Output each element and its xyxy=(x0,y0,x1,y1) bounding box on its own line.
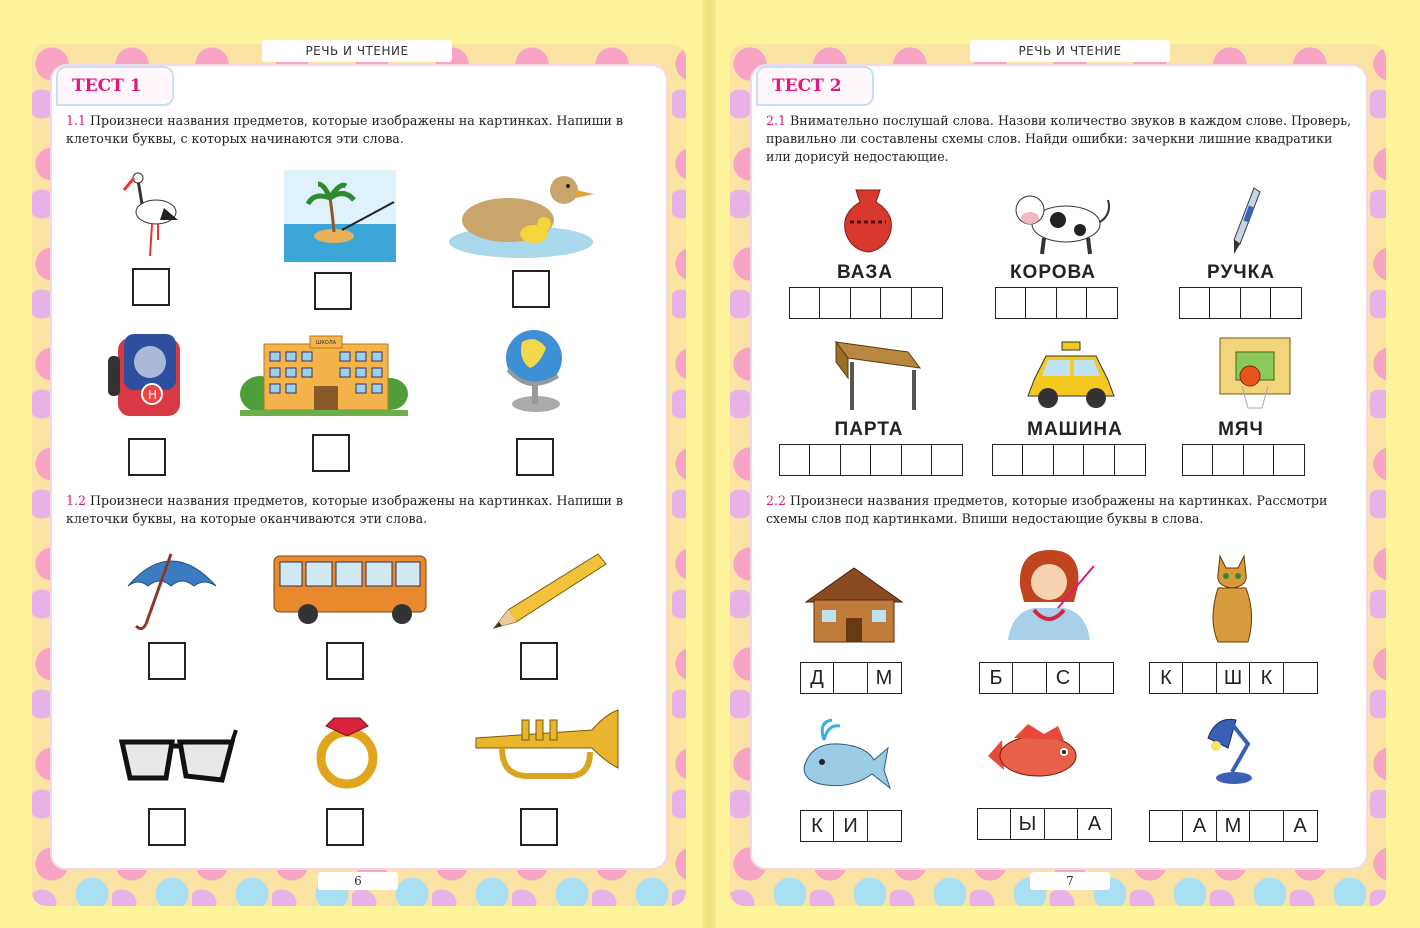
scheme-cell[interactable] xyxy=(1179,287,1211,319)
scheme-cell[interactable] xyxy=(867,810,902,842)
scheme-cell[interactable] xyxy=(833,662,868,694)
scheme-cell[interactable] xyxy=(1114,444,1146,476)
scheme-cell[interactable] xyxy=(1053,444,1085,476)
scheme-cell[interactable] xyxy=(977,808,1012,840)
scheme-cell[interactable] xyxy=(1022,444,1054,476)
scheme-cell[interactable]: Б xyxy=(979,662,1014,694)
scheme-cell[interactable] xyxy=(1243,444,1275,476)
scheme-cell[interactable]: К xyxy=(1149,662,1184,694)
answer-box-stork[interactable] xyxy=(132,268,170,306)
left-running-header: РЕЧЬ И ЧТЕНИЕ xyxy=(262,40,452,62)
word-vaza: ВАЗА xyxy=(836,262,894,283)
globe-picture xyxy=(500,324,570,416)
fish-picture xyxy=(984,720,1084,790)
left-page-number: 6 xyxy=(318,872,398,890)
answer-box-globe[interactable] xyxy=(516,438,554,476)
task-1-1-instruction xyxy=(66,112,656,148)
glasses-picture xyxy=(116,728,238,784)
scheme-cell[interactable] xyxy=(1044,808,1079,840)
lamp-picture xyxy=(1202,714,1272,788)
taxi-picture xyxy=(1026,340,1116,410)
scheme-cell[interactable] xyxy=(809,444,841,476)
desk-picture xyxy=(830,338,924,414)
scheme-vaza[interactable] xyxy=(790,287,943,319)
scheme-cell[interactable] xyxy=(931,444,963,476)
scheme-cell[interactable]: К xyxy=(800,810,835,842)
task-1-1-number: 1.1 xyxy=(66,113,87,128)
scheme-cell[interactable] xyxy=(1182,662,1217,694)
scheme-cell[interactable]: Ы xyxy=(1010,808,1045,840)
pen-picture xyxy=(1228,186,1264,256)
scheme-cell[interactable]: А xyxy=(1283,810,1318,842)
basketball-picture xyxy=(1218,336,1292,412)
pencil-picture xyxy=(490,548,610,632)
scheme-cell[interactable] xyxy=(1273,444,1305,476)
scheme-cell[interactable] xyxy=(992,444,1024,476)
ring-picture xyxy=(314,704,380,790)
task-2-2-number: 2.2 xyxy=(766,493,787,508)
task-1-1-text: Произнеси названия предметов, которые изображены на картинках. Напиши в клеточки буквы, с которых начинаются эти слова. xyxy=(66,113,623,146)
word-ruchka: РУЧКА xyxy=(1207,262,1275,283)
scheme-cell[interactable] xyxy=(880,287,912,319)
cat-picture xyxy=(1208,550,1258,644)
answer-box-school[interactable] xyxy=(312,434,350,472)
scheme-cell[interactable]: Ш xyxy=(1216,662,1251,694)
scheme-korova[interactable] xyxy=(996,287,1118,319)
scheme-cell[interactable] xyxy=(840,444,872,476)
duck-picture xyxy=(446,168,596,264)
scheme-cell[interactable] xyxy=(1209,287,1241,319)
answer-box-umbrella[interactable] xyxy=(148,642,186,680)
scheme-cell[interactable]: М xyxy=(1216,810,1251,842)
scheme-cell[interactable] xyxy=(1079,662,1114,694)
answer-box-backpack[interactable] xyxy=(128,438,166,476)
scheme-cell[interactable]: Д xyxy=(800,662,835,694)
scheme-cell[interactable] xyxy=(995,287,1027,319)
stork-picture xyxy=(120,168,184,260)
scheme-cell[interactable]: С xyxy=(1046,662,1081,694)
scheme-cell[interactable] xyxy=(779,444,811,476)
scheme-cell[interactable] xyxy=(911,287,943,319)
answer-box-glasses[interactable] xyxy=(148,808,186,846)
task-2-1-text: Внимательно послушай слова. Назови количество звуков в каждом слове. Проверь, правильно ли составлены схемы слов. Найди ошибки: зачеркни лишние квадратики или дорисуй недостающие. xyxy=(766,113,1352,164)
scheme-ruchka[interactable] xyxy=(1180,287,1302,319)
trumpet-picture xyxy=(472,708,622,784)
backpack-picture xyxy=(104,326,188,418)
scheme-mashina[interactable] xyxy=(993,444,1146,476)
scheme-cell[interactable] xyxy=(819,287,851,319)
word-myach: МЯЧ xyxy=(1218,419,1264,440)
umbrella-picture xyxy=(124,546,218,632)
scheme-cell[interactable]: И xyxy=(833,810,868,842)
task-1-2-instruction xyxy=(66,492,656,528)
scheme-parta[interactable] xyxy=(780,444,963,476)
scheme-ryba[interactable] xyxy=(978,808,1112,840)
scheme-cell[interactable] xyxy=(1149,810,1184,842)
bus-picture xyxy=(270,550,430,630)
school-sign: ШКОЛА xyxy=(315,340,337,346)
scheme-cell[interactable] xyxy=(1012,662,1047,694)
task-1-2-number: 1.2 xyxy=(66,493,87,508)
scheme-cell[interactable] xyxy=(1056,287,1088,319)
scheme-cell[interactable] xyxy=(1086,287,1118,319)
scheme-cell[interactable]: М xyxy=(867,662,902,694)
scheme-kit[interactable] xyxy=(801,810,902,842)
scheme-myach[interactable] xyxy=(1183,444,1305,476)
scheme-cell[interactable]: А xyxy=(1077,808,1112,840)
scheme-koshka[interactable] xyxy=(1150,662,1318,694)
task-1-2-text: Произнеси названия предметов, которые изображены на картинках. Напиши в клеточки буквы, на которые оканчиваются эти слова. xyxy=(66,493,623,526)
scheme-busy[interactable] xyxy=(980,662,1114,694)
right-running-header: РЕЧЬ И ЧТЕНИЕ xyxy=(970,40,1170,62)
book-gutter xyxy=(702,0,716,928)
island-picture xyxy=(284,170,396,262)
scheme-cell[interactable] xyxy=(870,444,902,476)
vase-picture xyxy=(838,188,898,254)
cow-picture xyxy=(1008,184,1114,258)
scheme-cell[interactable] xyxy=(1182,444,1214,476)
answer-box-bus[interactable] xyxy=(326,642,364,680)
scheme-cell[interactable]: А xyxy=(1182,810,1217,842)
task-2-2-text: Произнеси названия предметов, которые изображены на картинках. Рассмотри схемы слов под картинками. Впиши недостающие буквы в слова. xyxy=(766,493,1328,526)
scheme-cell[interactable] xyxy=(1212,444,1244,476)
task-2-2-instruction xyxy=(766,492,1354,528)
answer-box-duck[interactable] xyxy=(512,270,550,308)
school-picture xyxy=(240,330,408,418)
word-mashina: МАШИНА xyxy=(1027,419,1123,440)
test-1-tab: ТЕСТ 1 xyxy=(56,66,174,106)
scheme-cell[interactable] xyxy=(901,444,933,476)
whale-picture xyxy=(800,718,892,792)
right-page-number: 7 xyxy=(1030,872,1110,890)
house-picture xyxy=(802,564,906,644)
answer-box-ring[interactable] xyxy=(326,808,364,846)
scheme-cell[interactable] xyxy=(1249,810,1284,842)
scheme-cell[interactable] xyxy=(1270,287,1302,319)
test-2-tab: ТЕСТ 2 xyxy=(756,66,874,106)
answer-box-trumpet[interactable] xyxy=(520,808,558,846)
scheme-cell[interactable] xyxy=(1025,287,1057,319)
word-korova: КОРОВА xyxy=(1009,262,1097,283)
answer-box-island[interactable] xyxy=(314,272,352,310)
scheme-cell[interactable] xyxy=(850,287,882,319)
scheme-lampa[interactable] xyxy=(1150,810,1318,842)
scheme-cell[interactable] xyxy=(1283,662,1318,694)
scheme-cell[interactable] xyxy=(1240,287,1272,319)
scheme-dom[interactable] xyxy=(801,662,902,694)
task-2-1-number: 2.1 xyxy=(766,113,787,128)
beads-girl-picture xyxy=(1004,546,1100,642)
scheme-cell[interactable]: К xyxy=(1249,662,1284,694)
svg-text:H: H xyxy=(148,388,158,402)
scheme-cell[interactable] xyxy=(789,287,821,319)
task-2-1-instruction xyxy=(766,112,1354,166)
answer-box-pencil[interactable] xyxy=(520,642,558,680)
word-parta: ПАРТА xyxy=(834,419,904,440)
scheme-cell[interactable] xyxy=(1083,444,1115,476)
